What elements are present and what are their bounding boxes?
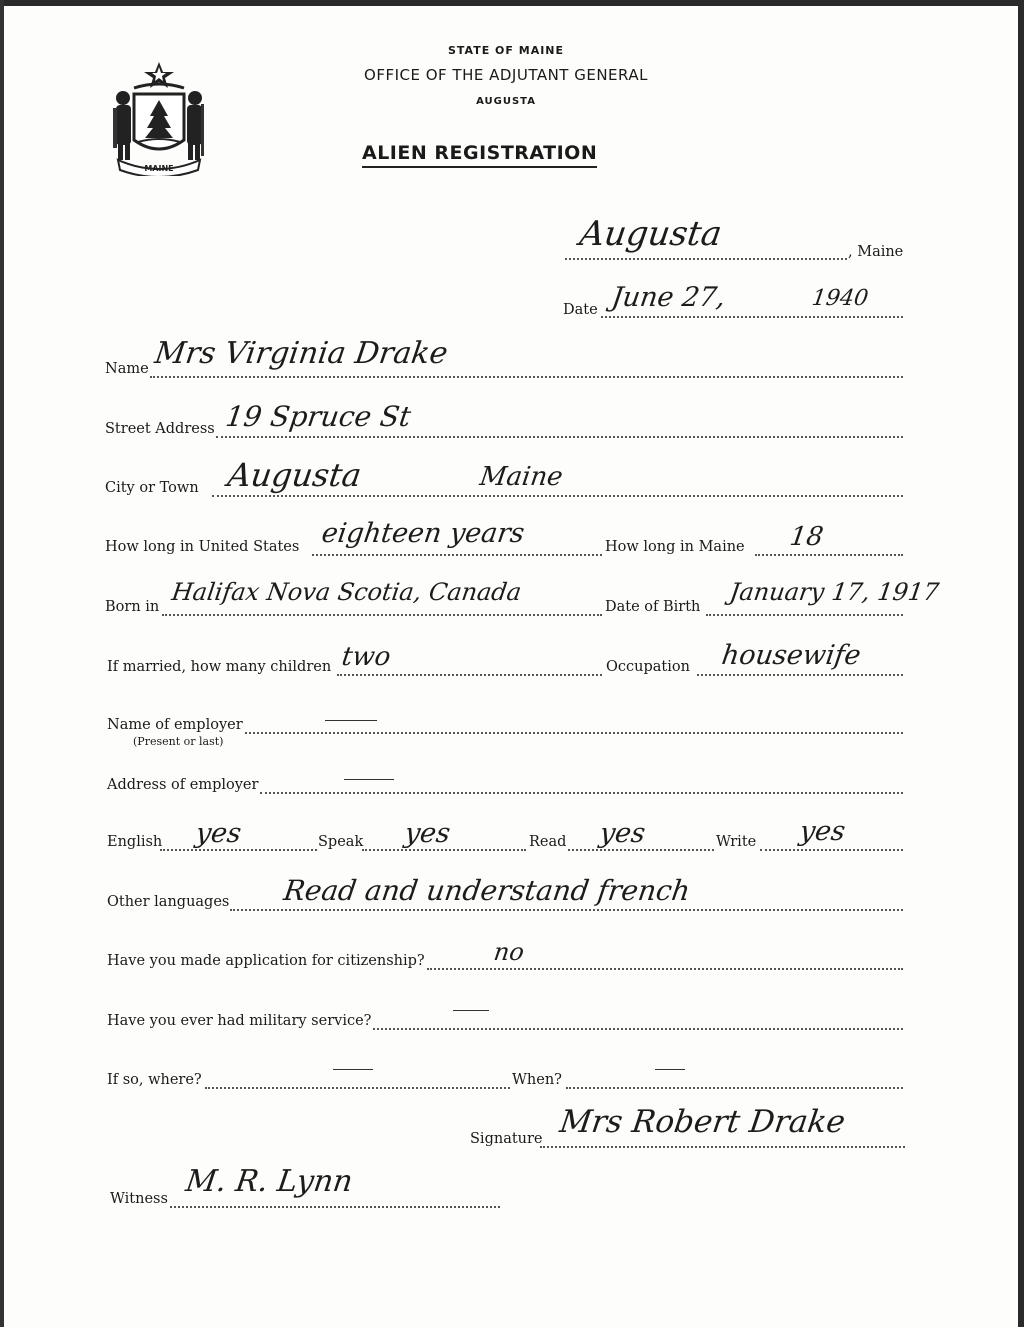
- citizenship-label: Have you made application for citizenship?: [107, 953, 425, 969]
- name-field-line: [150, 376, 903, 378]
- english-line: [160, 849, 317, 851]
- form-office-heading: OFFICE OF THE ADJUTANT GENERAL: [364, 66, 648, 84]
- when-label: When?: [512, 1072, 562, 1088]
- employer-name-sublabel: (Present or last): [133, 735, 224, 748]
- military-service-dash[interactable]: [453, 1010, 489, 1011]
- born-in-field[interactable]: Halifax Nova Scotia, Canada: [170, 578, 524, 606]
- date-of-birth-field[interactable]: January 17, 1917: [728, 578, 941, 606]
- date-label: Date: [563, 302, 598, 318]
- street-address-label: Street Address: [105, 421, 215, 437]
- name-field[interactable]: Mrs Virginia Drake: [152, 336, 450, 371]
- read-field[interactable]: yes: [597, 818, 648, 849]
- when-dash[interactable]: [655, 1069, 685, 1070]
- born-in-label: Born in: [105, 599, 160, 615]
- other-languages-line: [230, 909, 903, 911]
- employer-name-line: [245, 732, 903, 734]
- military-service-line: [373, 1028, 903, 1030]
- city-label: City or Town: [105, 480, 199, 496]
- date-field[interactable]: June 27,: [609, 282, 728, 313]
- speak-field[interactable]: yes: [402, 818, 453, 849]
- years-us-field[interactable]: eighteen years: [319, 518, 527, 549]
- citizenship-field[interactable]: no: [492, 938, 526, 966]
- form-city-heading: AUGUSTA: [476, 96, 536, 107]
- city-field[interactable]: Augusta: [225, 456, 364, 494]
- english-field[interactable]: yes: [193, 818, 244, 849]
- scan-border-right: [1018, 0, 1024, 1327]
- maine-label: , Maine: [848, 244, 904, 260]
- speak-line: [362, 849, 526, 851]
- read-line: [568, 849, 714, 851]
- occupation-label: Occupation: [606, 659, 690, 675]
- where-line: [205, 1087, 510, 1089]
- employer-address-dash[interactable]: [344, 779, 394, 780]
- occupation-field[interactable]: housewife: [719, 640, 863, 671]
- year-field[interactable]: 1940: [810, 286, 870, 311]
- witness-label: Witness: [110, 1191, 168, 1207]
- military-service-label: Have you ever had military service?: [107, 1013, 372, 1029]
- children-field[interactable]: two: [339, 642, 393, 672]
- witness-line: [170, 1206, 500, 1208]
- scan-border-top: [0, 0, 1024, 6]
- speak-label: Speak: [318, 834, 364, 850]
- children-label: If married, how many children: [107, 659, 332, 675]
- state-field[interactable]: Maine: [477, 462, 565, 492]
- write-field[interactable]: yes: [797, 816, 848, 847]
- date-field-line: [601, 316, 903, 318]
- seal-motto-text: MAINE: [144, 164, 174, 173]
- street-address-line: [216, 436, 903, 438]
- when-line: [566, 1087, 903, 1089]
- born-in-line: [162, 614, 602, 616]
- english-label: English: [107, 834, 163, 850]
- date-of-birth-label: Date of Birth: [605, 599, 701, 615]
- witness-field[interactable]: M. R. Lynn: [183, 1164, 355, 1199]
- scan-border-left: [0, 0, 4, 1327]
- signature-field[interactable]: Mrs Robert Drake: [557, 1104, 848, 1140]
- citizenship-line: [427, 968, 903, 970]
- signature-line: [540, 1146, 905, 1148]
- years-maine-label: How long in Maine: [605, 539, 745, 555]
- form-state-heading: STATE OF MAINE: [447, 44, 565, 57]
- form-title: ALIEN REGISTRATION: [362, 142, 597, 168]
- date-of-birth-line: [706, 614, 903, 616]
- employer-address-line: [260, 792, 903, 794]
- other-languages-label: Other languages: [107, 894, 230, 910]
- name-label: Name: [105, 361, 149, 377]
- employer-name-dash[interactable]: [325, 720, 377, 721]
- place-field[interactable]: Augusta: [577, 214, 725, 254]
- maine-state-seal-icon: [106, 58, 212, 176]
- other-languages-field[interactable]: Read and understand french: [281, 874, 693, 907]
- years-us-label: How long in United States: [105, 539, 300, 555]
- years-us-line: [312, 554, 602, 556]
- children-line: [337, 674, 602, 676]
- years-maine-field[interactable]: 18: [787, 522, 826, 552]
- street-address-field[interactable]: 19 Spruce St: [223, 400, 413, 433]
- place-field-line: [565, 258, 847, 260]
- where-label: If so, where?: [107, 1072, 202, 1088]
- write-line: [760, 849, 903, 851]
- city-field-line: [212, 495, 903, 497]
- years-maine-line: [755, 554, 903, 556]
- read-label: Read: [529, 834, 567, 850]
- occupation-line: [697, 674, 903, 676]
- employer-address-label: Address of employer: [107, 777, 259, 793]
- employer-name-label: Name of employer: [107, 717, 243, 733]
- write-label: Write: [716, 834, 757, 850]
- signature-label: Signature: [470, 1131, 543, 1147]
- where-dash[interactable]: [333, 1069, 373, 1070]
